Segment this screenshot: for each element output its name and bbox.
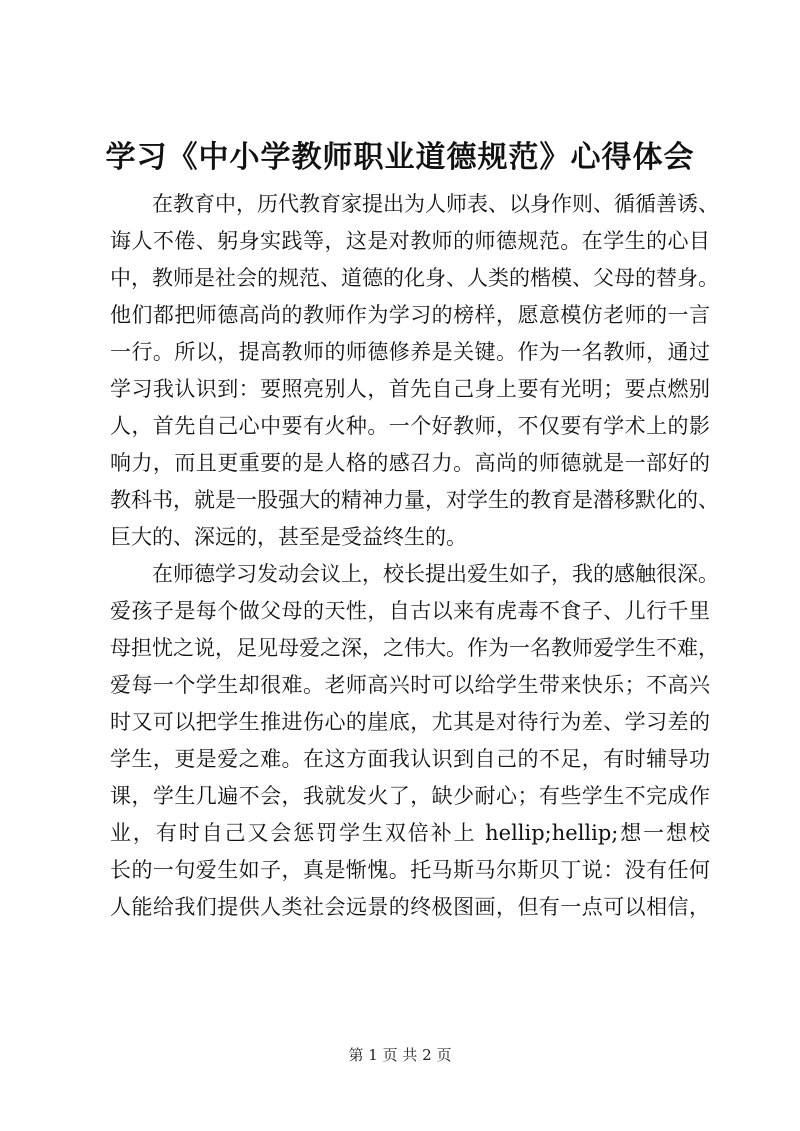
paragraph-line: 业，有时自己又会惩罚学生双倍补上 hellip;hellip;想一想校 [110,821,710,845]
paragraph-line: 一行。所以，提高教师的师德修养是关键。作为一名教师，通过 [110,340,710,364]
paragraph-line: 学习我认识到：要照亮别人，首先自己身上要有光明；要点燃别 [110,377,710,401]
paragraph-line: 教科书，就是一股强大的精神力量，对学生的教育是潜移默化的、 [110,488,719,512]
paragraph-line: 课，学生几遍不会，我就发火了，缺少耐心；有些学生不完成作 [110,784,710,808]
paragraph-2 [110,556,719,926]
paragraph-line: 响力，而且更重要的是人格的感召力。高尚的师德就是一部好的 [110,451,710,475]
paragraph-line: 在师德学习发动会议上，校长提出爱生如子，我的感触很深。 [152,562,719,586]
paragraph-line: 母担忧之说，足见母爱之深，之伟大。作为一名教师爱学生不难， [110,636,719,660]
document-title: 学习《中小学教师职业道德规范》心得体会 [105,140,695,175]
paragraph-line: 人，首先自己心中要有火种。一个好教师，不仅要有学术上的影 [110,414,710,438]
paragraph-line: 他们都把师德高尚的教师作为学习的榜样，愿意模仿老师的一言 [110,303,710,327]
paragraph-line: 在教育中，历代教育家提出为人师表、以身作则、循循善诱、 [152,192,719,216]
paragraph-line: 中，教师是社会的规范、道德的化身、人类的楷模、父母的替身。 [110,266,719,290]
document-body [110,186,719,926]
paragraph-line: 巨大的、深远的，甚至是受益终生的。 [110,525,467,549]
paragraph-line: 爱孩子是每个做父母的天性，自古以来有虎毒不食子、儿行千里 [110,599,710,623]
paragraph-line: 长的一句爱生如子，真是惭愧。托马斯马尔斯贝丁说：没有任何 [110,858,710,882]
paragraph-line: 时又可以把学生推进伤心的崖底，尤其是对待行为差、学习差的 [110,710,710,734]
paragraph-line: 诲人不倦、躬身实践等，这是对教师的师德规范。在学生的心目 [110,229,710,253]
paragraph-line: 人能给我们提供人类社会远景的终极图画，但有一点可以相信， [110,895,710,919]
paragraph-line: 爱每一个学生却很难。老师高兴时可以给学生带来快乐；不高兴 [110,673,710,697]
paragraph-line: 学生，更是爱之难。在这方面我认识到自己的不足，有时辅导功 [110,747,710,771]
page-footer: 第 1 页 共 2 页 [348,1046,452,1064]
paragraph-1 [110,186,719,556]
